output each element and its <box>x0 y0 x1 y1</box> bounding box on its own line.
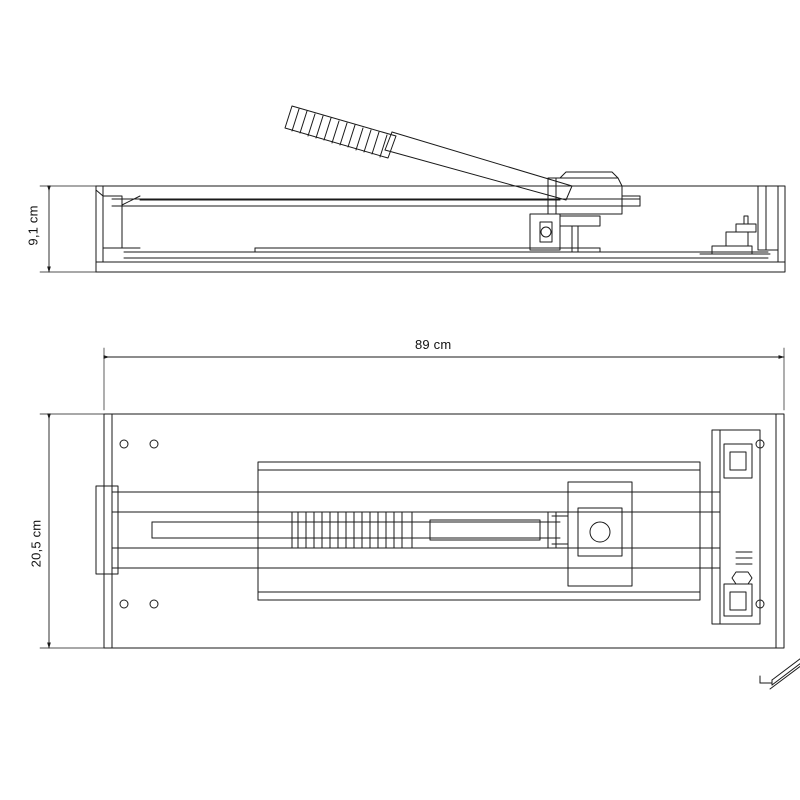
plan-column-top-hole <box>730 452 746 470</box>
side-carriage-tail <box>622 196 640 206</box>
grip-rib-2 <box>300 111 307 133</box>
grip-rib-7 <box>340 123 347 145</box>
plan-base-outline <box>104 414 784 648</box>
plan-left-endcap <box>96 486 118 574</box>
side-breaker-pivot <box>541 227 551 237</box>
plan-angle-guide <box>762 597 800 690</box>
plan-carriage-inner <box>578 508 622 556</box>
plan-hole-tl-2 <box>150 440 158 448</box>
side-breaker-arm <box>560 216 600 226</box>
side-carriage-body <box>548 178 622 214</box>
dimension-label-depth: 20,5 cm <box>28 519 44 568</box>
dimension-label-height: 9,1 cm <box>25 205 41 246</box>
plan-column-bottom-plate <box>724 584 752 616</box>
plan-column-bottom-hole <box>730 592 746 610</box>
grip-rib-3 <box>308 114 315 136</box>
plan-right-column <box>712 430 760 624</box>
side-left-support-chamfer <box>96 190 103 196</box>
grip-rib-5 <box>324 118 331 140</box>
dimension-label-width: 89 cm <box>415 337 452 352</box>
grip-rib-9 <box>356 128 363 150</box>
side-breaker-foot-inner <box>540 222 552 242</box>
plan-guide-diagonal-a <box>776 596 800 684</box>
plan-bed-panel <box>258 462 700 600</box>
side-stop-bracket <box>712 246 752 254</box>
grip-rib-12 <box>380 135 387 157</box>
plan-lever-shaft <box>430 520 540 540</box>
plan-carriage-clip <box>548 512 556 548</box>
grip-rib-1 <box>292 109 299 131</box>
grip-rib-8 <box>348 125 355 147</box>
plan-hex-knob <box>732 572 752 584</box>
grip-rib-6 <box>332 121 339 143</box>
side-breaker-foot <box>530 214 560 250</box>
grip-rib-11 <box>372 132 379 154</box>
grip-rib-10 <box>364 130 371 152</box>
plan-column-top-plate <box>724 444 752 478</box>
side-stop-screw <box>744 216 748 224</box>
side-right-post <box>758 186 778 250</box>
grip-rib-4 <box>316 116 323 138</box>
side-carriage-cap <box>560 172 618 178</box>
side-left-support-slope <box>122 196 140 205</box>
side-stop-block <box>726 232 748 246</box>
side-left-support <box>103 196 122 248</box>
side-elevation-view <box>40 106 785 272</box>
plan-carriage-wheel <box>590 522 610 542</box>
plan-hole-bl-2 <box>150 600 158 608</box>
side-stop-knob <box>736 224 756 232</box>
side-lever-base <box>566 186 572 200</box>
plan-hole-tl-1 <box>120 440 128 448</box>
top-plan-view <box>40 348 800 692</box>
plan-hole-bl-1 <box>120 600 128 608</box>
